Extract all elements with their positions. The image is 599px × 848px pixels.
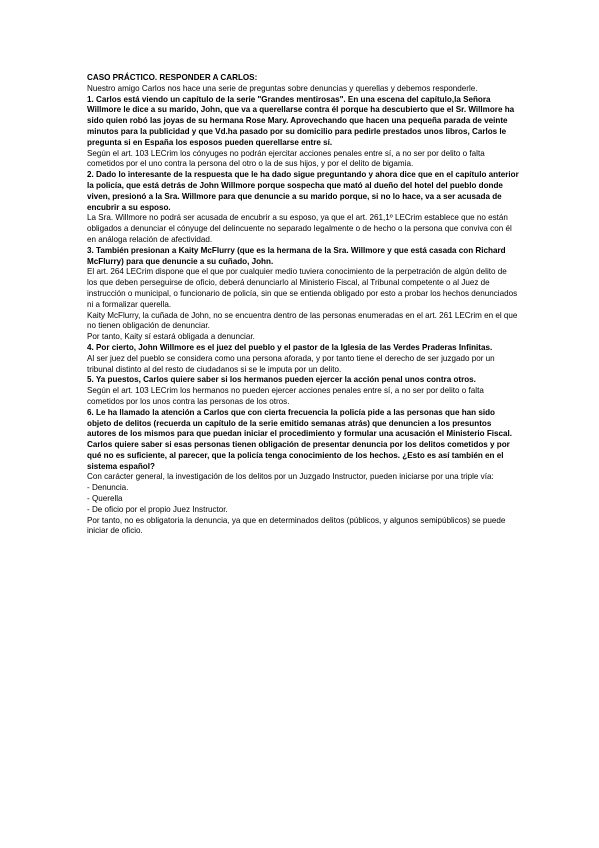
question-text: 2. Dado lo interesante de la respuesta que le ha dado sigue preguntando y ahora dice que en el capítulo anterior la policía, que está detrás de John Willmore porque sospecha que mató al dueño del hotel del pueblo donde viven, presionó a la Sra. Willmore para que denuncie a su marido porque, si no lo hace, va a ser acusada de encubrir a su esposo. <box>87 170 519 212</box>
qa-block <box>87 246 519 343</box>
answer-paragraph: El art. 264 LECrim dispone que el que por cualquier medio tuviera conocimiento de la perpetración de algún delito de los que deben perseguirse de oficio, deberá denunciarlo al Ministerio Fiscal, al Tribunal competente o al Juez de instrucción o municipal, o funcionario de policía, sin que se entienda obligado por esto a probar los hechos denunciados ni a formalizar querella. <box>87 267 518 309</box>
qa-block <box>87 95 519 171</box>
document-title: CASO PRÁCTICO. RESPONDER A CARLOS: <box>87 73 258 82</box>
qa-block <box>87 343 519 375</box>
qa-block <box>87 408 519 538</box>
qa-block <box>87 170 519 246</box>
answer-paragraph: La Sra. Willmore no podrá ser acusada de encubrir a su esposo, ya que el art. 261,1º LECrim establece que no están obligados a denunciar el cónyuge del delincuente no separado legalmente o de hecho o la persona que conviva con él en análoga relación de afectividad. <box>87 213 512 244</box>
answer-paragraph: Según el art. 103 LECrim los hermanos no pueden ejercer acciones penales entre sí, a no ser por delito o falta cometidos por los unos contra las personas de los otros. <box>87 386 484 406</box>
answer-paragraph: Por tanto, Kaity sí estará obligada a denunciar. <box>87 332 255 342</box>
question-text: 5. Ya puestos, Carlos quiere saber si los hermanos pueden ejercer la acción penal unos contra otros. <box>87 375 476 385</box>
answer-paragraph: Por tanto, no es obligatoria la denuncia, ya que en determinados delitos (públicos, y algunos semipúblicos) se puede iniciar de oficio. <box>87 515 506 536</box>
answer-paragraph: Al ser juez del pueblo se considera como una persona aforada, y por tanto tiene el derecho de ser juzgado por un tribunal distinto al del resto de ciudadanos si se le imputa por un delito. <box>87 353 495 374</box>
question-text: 6. Le ha llamado la atención a Carlos que con cierta frecuencia la policía pide a las personas que han sido objeto de delitos (recuerda un capítulo de la serie emitido semanas atrás) que denuncien a los presuntos autores de los mismos para que puedan iniciar el procedimiento y formular una acusación el Ministerio Fiscal. Carlos quiere saber si esas personas tienen obligación de presentar denuncia por los delitos cometidos y por qué no es suficiente, al parecer, que la policía tenga conocimiento de los hechos. ¿Esto es así también en el sistema español? <box>87 407 513 471</box>
question-text: 3. También presionan a Kaity McFlurry (que es la hermana de la Sra. Willmore y que está casada con Richard McFlurry) para que denuncie a su cuñado, John. <box>87 245 506 266</box>
intro-paragraph: Nuestro amigo Carlos nos hace una serie de preguntas sobre denuncias y querellas y debemos responderle. <box>87 83 478 93</box>
answer-paragraph: - Denuncia. <box>87 483 129 493</box>
answer-paragraph: Kaity McFlurry, la cuñada de John, no se encuentra dentro de las personas enumeradas en el art. 261 LECrim en el que no tienen obligación de denunciar. <box>87 310 518 331</box>
question-text: 4. Por cierto, John Willmore es el juez del pueblo y el pastor de la Iglesia de las Verdes Praderas Infinitas. <box>87 342 493 352</box>
answer-paragraph: Con carácter general, la investigación de los delitos por un Juzgado Instructor, pueden iniciarse por una triple vía: <box>87 472 494 482</box>
qa-sections <box>87 95 519 538</box>
qa-block <box>87 375 519 407</box>
answer-paragraph: - De oficio por el propio Juez Instructor. <box>87 504 228 514</box>
answer-paragraph: Según el art. 103 LECrim los cónyuges no podrán ejercitar acciones penales entre sí, a no ser por delito o falta cometidos por el uno contra la persona del otro o la de sus hijos, y por el delito de bigamia. <box>87 148 485 169</box>
document-body <box>87 73 519 537</box>
question-text: 1. Carlos está viendo un capítulo de la serie "Grandes mentirosas". En una escena del capítulo,la Señora Willmore le dice a su marido, John, que va a querellarse contra él porque ha descubierto que el Sr. Willmore ha sido quien robó las joyas de su hermana Rose Mary. Aprovechando que hacen una pequeña parada de veinte minutos para la publicidad y que Vd.ha pasado por su domicilio para pedirle prestados unos libros, Carlos le pregunta si en España los esposos pueden querellarse entre sí. <box>87 94 515 147</box>
answer-paragraph: - Querella <box>87 494 123 504</box>
